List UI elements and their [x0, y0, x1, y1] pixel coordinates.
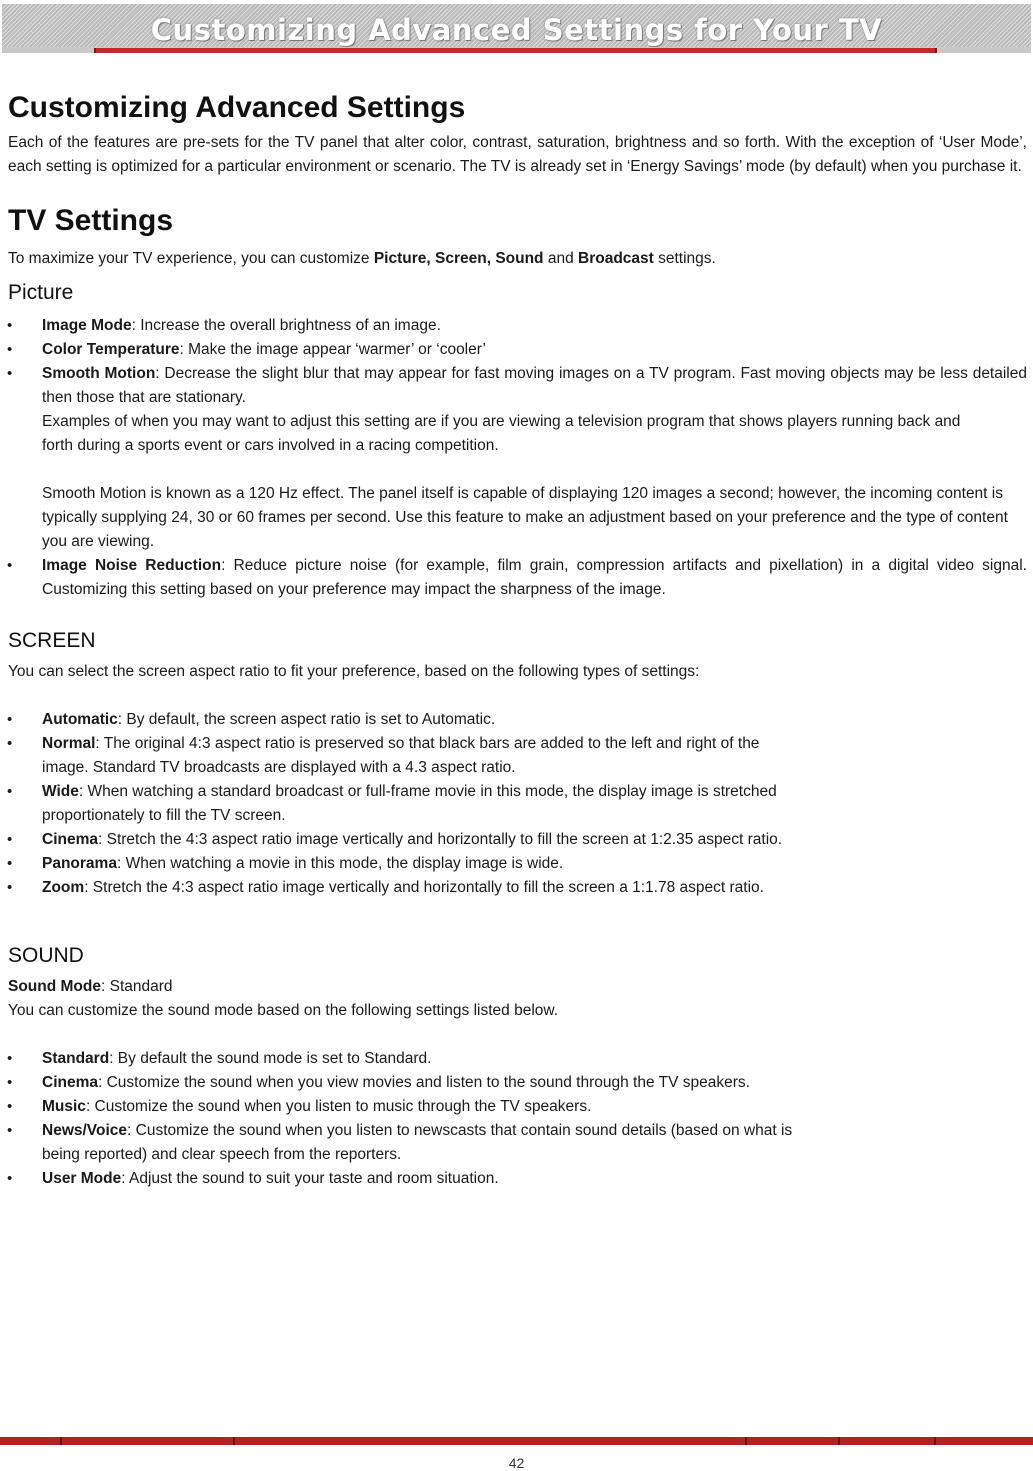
screen-item-term: Cinema: [42, 831, 98, 848]
footer-rule-tick: [60, 1437, 62, 1445]
footer-rule-tick: [233, 1437, 235, 1445]
picture-item-term: Color Temperature: [42, 341, 180, 358]
list-item: [8, 708, 808, 732]
screen-item-term: Panorama: [42, 855, 117, 872]
screen-item-text: : Stretch the 4:3 aspect ratio image vertically and horizontally to fill the screen a 1:1.78 aspect ratio.: [84, 879, 764, 896]
picture-item-text: : Reduce picture noise (for example, film grain, compression artifacts and pixellation) in a digital video signal. Customizing this setting based on your preference may impact the sharpness of the image.: [42, 557, 1027, 598]
sound-item-term: News/Voice: [42, 1122, 128, 1139]
page-content: [8, 88, 1027, 1191]
heading-tv-settings: TV Settings: [8, 204, 174, 237]
tv-settings-intro-text: To maximize your TV experience, you can customize: [8, 250, 374, 267]
sound-item-term: Standard: [42, 1050, 110, 1067]
list-item: [8, 1167, 808, 1191]
list-item: [8, 314, 1027, 338]
sound-item-term: Cinema: [42, 1074, 98, 1091]
page-banner: [2, 4, 1031, 47]
list-item: [8, 554, 1027, 602]
picture-item-text: : Increase the overall brightness of an image.: [131, 317, 441, 334]
tv-settings-intro-text: and: [543, 250, 579, 267]
screen-item-term: Zoom: [42, 879, 85, 896]
sound-item-text: : Customize the sound when you view movies and listen to the sound through the TV speakers.: [98, 1074, 750, 1091]
list-item: [8, 876, 808, 900]
screen-item-text: : By default, the screen aspect ratio is set to Automatic.: [117, 711, 496, 728]
sound-item-term: Music: [42, 1098, 86, 1115]
tv-settings-intro-bold: Broadcast: [578, 250, 654, 267]
screen-item-text: : The original 4:3 aspect ratio is preserved so that black bars are added to the left and right of the image. Standard TV broadcasts are displayed with a 4.3 aspect ratio.: [42, 735, 760, 776]
footer-rule: [0, 1433, 1033, 1446]
list-item: [8, 852, 808, 876]
banner-rule-tick: [94, 48, 96, 53]
sound-item-term: User Mode: [42, 1170, 122, 1187]
screen-item-term: Normal: [42, 735, 96, 752]
banner-rule: [2, 47, 1031, 53]
heading-screen: SCREEN: [8, 629, 96, 652]
footer-rule-tick: [838, 1437, 840, 1445]
banner-rule-red: [94, 48, 936, 53]
picture-item-text: : Decrease the slight blur that may appear for fast moving images on a TV program. Fast moving objects may be less detailed then those that are stationary.: [42, 365, 1027, 406]
page-number: 42: [508, 1455, 525, 1471]
picture-item-term: Image Mode: [42, 317, 132, 334]
tv-settings-intro-bold: Picture, Screen, Sound: [373, 250, 544, 267]
list-item: [8, 828, 808, 852]
footer-rule-tick: [745, 1437, 747, 1445]
screen-item-term: Wide: [42, 783, 79, 800]
heading-sound: SOUND: [8, 944, 84, 967]
sound-mode-label: Sound Mode: [8, 978, 101, 995]
smooth-motion-examples: Examples of when you may want to adjust this setting are if you are viewing a television program that shows players running back and forth during a sports event or cars involved in a racing competition.: [42, 413, 961, 454]
banner-rule-tick: [935, 48, 937, 53]
sound-intro: You can customize the sound mode based on the following settings listed below.: [8, 1002, 559, 1019]
picture-item-term: Image Noise Reduction: [42, 557, 222, 574]
smooth-motion-120hz: Smooth Motion is known as a 120 Hz effect. The panel itself is capable of displaying 120 images a second; however, the incoming content is typically supplying 24, 30 or 60 frames per second. Use this feature to make an adjustment based on your preference and the type of content you are viewing.: [42, 485, 1008, 550]
footer-rule-bar: [0, 1437, 1033, 1445]
screen-item-text: : Stretch the 4:3 aspect ratio image vertically and horizontally to fill the screen at 1:2.35 aspect ratio.: [98, 831, 783, 848]
tv-settings-intro: [8, 247, 1027, 271]
picture-item-term: Smooth Motion: [42, 365, 156, 382]
list-item: [8, 1071, 808, 1095]
sound-mode-line: [8, 975, 1027, 999]
picture-list: [8, 314, 1027, 602]
picture-item-text: : Make the image appear ‘warmer’ or ‘cooler’: [179, 341, 486, 358]
screen-list: [8, 708, 808, 900]
list-item: [8, 338, 1027, 362]
sound-item-text: : Customize the sound when you listen to newscasts that contain sound details (based on what is being reported) and clear speech from the reporters.: [42, 1122, 793, 1163]
sound-list: [8, 1047, 808, 1191]
advanced-settings-body: Each of the features are pre-sets for the TV panel that alter color, contrast, saturation, brightness and so forth. With the exception of ‘User Mode’, each setting is optimized for a particular environment or scenario. The TV is already set in ‘Energy Savings’ mode (by default) when you purchase it.: [8, 134, 1027, 175]
sound-mode-value: : Standard: [101, 978, 173, 995]
list-item: [8, 1095, 808, 1119]
list-item: [8, 780, 808, 828]
screen-item-text: : When watching a standard broadcast or full-frame movie in this mode, the display image is stretched proportionately to fill the TV screen.: [42, 783, 777, 824]
banner-title: Customizing Advanced Settings for Your TV: [150, 13, 883, 47]
sound-item-text: : Customize the sound when you listen to music through the TV speakers.: [85, 1098, 592, 1115]
list-item: [8, 1119, 808, 1167]
screen-item-term: Automatic: [42, 711, 118, 728]
heading-picture: Picture: [8, 281, 74, 304]
screen-intro: You can select the screen aspect ratio to fit your preference, based on the following types of settings:: [8, 663, 700, 680]
footer-rule-tick: [934, 1437, 936, 1445]
heading-advanced-settings: Customizing Advanced Settings: [8, 91, 466, 124]
sound-item-text: : Adjust the sound to suit your taste and room situation.: [121, 1170, 499, 1187]
sound-item-text: : By default the sound mode is set to Standard.: [109, 1050, 432, 1067]
screen-item-text: : When watching a movie in this mode, the display image is wide.: [116, 855, 564, 872]
list-item: [8, 1047, 808, 1071]
list-item: [8, 362, 1027, 410]
tv-settings-intro-text: settings.: [653, 250, 716, 267]
list-item: [8, 732, 808, 780]
